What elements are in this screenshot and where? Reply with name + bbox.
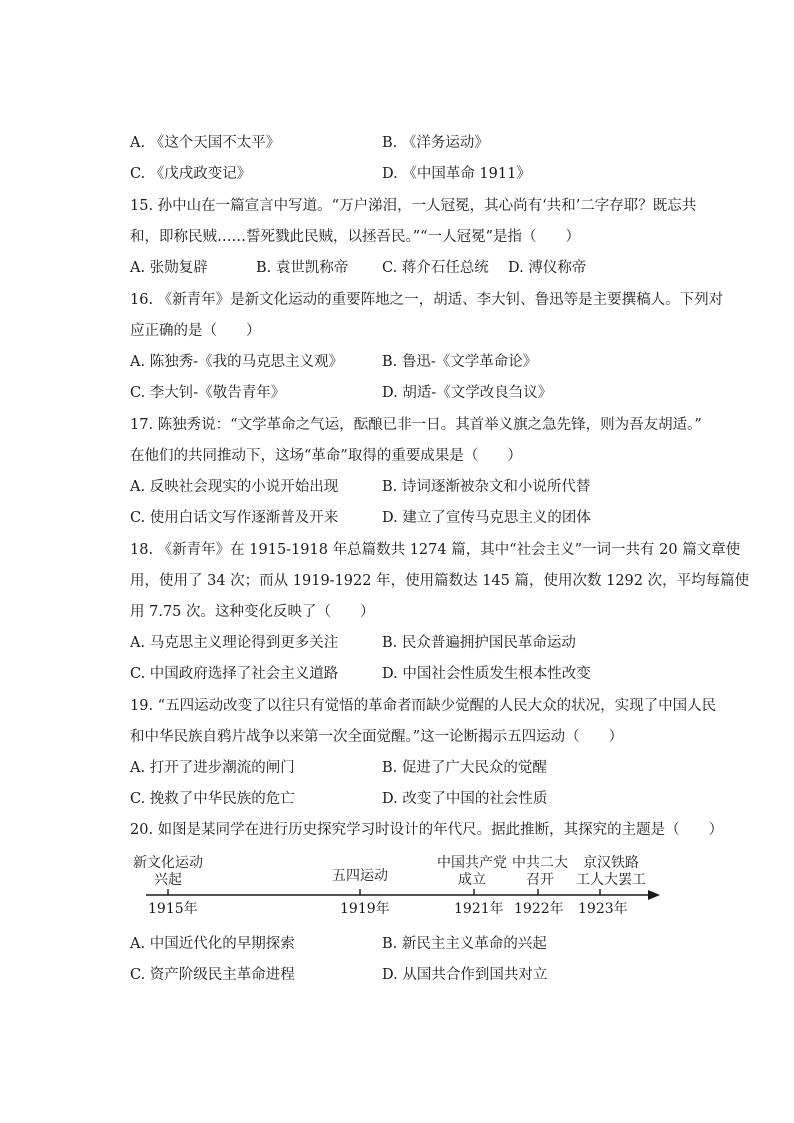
q15-option-d: D. 溥仪称帝 bbox=[508, 260, 587, 276]
q18-option-b: B. 民众普遍拥护国民革命运动 bbox=[382, 635, 576, 651]
q14-option-b: B. 《洋务运动》 bbox=[382, 135, 489, 151]
q14-option-a: A. 《这个天国不太平》 bbox=[130, 135, 281, 151]
q18-option-a: A. 马克思主义理论得到更多关注 bbox=[130, 635, 339, 651]
q14-option-c: C. 《戊戌政变记》 bbox=[130, 166, 252, 182]
q18-option-d: D. 中国社会性质发生根本性改变 bbox=[382, 666, 591, 682]
timeline-year-1923: 1923年 bbox=[578, 901, 628, 917]
q14-option-d: D. 《中国革命 1911》 bbox=[382, 166, 531, 182]
q19-option-c: C. 挽救了中华民族的危亡 bbox=[130, 791, 295, 807]
q17-stem-line1: 17. 陈独秀说：“文学革命之气运，酝酿已非一日。其首举义旗之急先锋，则为吾友胡适。” bbox=[130, 417, 702, 433]
timeline-year-1922: 1922年 bbox=[514, 901, 564, 917]
q19-stem-line1: 19. “五四运动改变了以往只有觉悟的革命者而缺少觉醒的人民大众的状况，实现了中国人民 bbox=[130, 698, 717, 714]
timeline-event-1921-line2: 成立 bbox=[458, 872, 486, 888]
timeline-event-1923 bbox=[568, 855, 654, 889]
q17-option-b: B. 诗词逐渐被杂文和小说所代替 bbox=[382, 479, 591, 495]
q20-option-c: C. 资产阶级民主革命进程 bbox=[130, 967, 295, 983]
q18-stem-line1: 18. 《新青年》在 1915-1918 年总篇数共 1274 篇，其中“社会主义”一词一共有 20 篇文章使 bbox=[130, 542, 741, 558]
q16-option-b: B. 鲁迅-《文学革命论》 bbox=[382, 354, 538, 370]
timeline-event-1923-line1: 京汉铁路 bbox=[583, 855, 639, 871]
q18-stem-line2: 用，使用了 34 次；而从 1919-1922 年，使用篇数达 145 篇，使用次数 1292 次，平均每篇使 bbox=[130, 573, 750, 589]
timeline-event-1922 bbox=[508, 855, 572, 889]
timeline-event-1915-line2: 兴起 bbox=[154, 872, 182, 888]
q15-option-b: B. 袁世凯称帝 bbox=[256, 260, 349, 276]
q19-option-b: B. 促进了广大民众的觉醒 bbox=[382, 760, 547, 776]
q16-stem-line1: 16. 《新青年》是新文化运动的重要阵地之一，胡适、李大钊、鲁迅等是主要撰稿人。下列对 bbox=[130, 292, 724, 308]
q17-option-a: A. 反映社会现实的小说开始出现 bbox=[130, 479, 339, 495]
q18-stem-line3: 用 7.75 次。这种变化反映了（ ） bbox=[130, 604, 375, 620]
q16-stem-line2: 应正确的是（ ） bbox=[130, 323, 261, 339]
q15-stem-line2: 和，即称民贼……誓死戮此民贼，以拯吾民。”“一人冠冕”是指（ ） bbox=[130, 229, 580, 245]
q16-option-a: A. 陈独秀-《我的马克思主义观》 bbox=[130, 354, 344, 370]
q19-option-a: A. 打开了进步潮流的闸门 bbox=[130, 760, 295, 776]
q18-option-c: C. 中国政府选择了社会主义道路 bbox=[130, 666, 339, 682]
q19-option-d: D. 改变了中国的社会性质 bbox=[382, 791, 548, 807]
q17-stem-line2: 在他们的共同推动下，这场“革命”取得的重要成果是（ ） bbox=[130, 448, 522, 464]
q15-option-c: C. 蒋介石任总统 bbox=[382, 260, 489, 276]
timeline-event-1915-line1: 新文化运动 bbox=[133, 855, 203, 871]
timeline-arrow-icon bbox=[648, 890, 660, 900]
q20-option-a: A. 中国近代化的早期探索 bbox=[130, 936, 295, 952]
q16-option-d: D. 胡适-《文学改良刍议》 bbox=[382, 385, 553, 401]
q17-option-d: D. 建立了宣传马克思主义的团体 bbox=[382, 510, 591, 526]
q20-option-b: B. 新民主主义革命的兴起 bbox=[382, 936, 547, 952]
timeline-year-1919: 1919年 bbox=[340, 901, 390, 917]
timeline-event-1921 bbox=[432, 855, 512, 889]
timeline-event-1921-line1: 中国共产党 bbox=[437, 855, 507, 871]
q16-option-c: C. 李大钊-《敬告青年》 bbox=[130, 385, 286, 401]
q20-option-d: D. 从国共合作到国共对立 bbox=[382, 967, 548, 983]
q17-option-c: C. 使用白话文写作逐渐普及开来 bbox=[130, 510, 339, 526]
timeline-event-1922-line2: 召开 bbox=[526, 872, 554, 888]
timeline-event-1915 bbox=[128, 855, 208, 889]
timeline-year-1915: 1915年 bbox=[148, 901, 198, 917]
timeline-event-1919-line1: 五四运动 bbox=[332, 868, 388, 884]
q20-stem-line1: 20. 如图是某同学在进行历史探究学习时设计的年代尺。据此推断，其探究的主题是（ ） bbox=[130, 822, 724, 838]
timeline-event-1922-line1: 中共二大 bbox=[512, 855, 568, 871]
q15-option-a: A. 张勋复辟 bbox=[130, 260, 208, 276]
q19-stem-line2: 和中华民族自鸦片战争以来第一次全面觉醒。”这一论断揭示五四运动（ ） bbox=[130, 729, 624, 745]
timeline-event-1923-line2: 工人大罢工 bbox=[576, 872, 646, 888]
timeline-year-1921: 1921年 bbox=[454, 901, 504, 917]
timeline-event-1919 bbox=[322, 868, 398, 885]
q15-stem-line1: 15. 孙中山在一篇宣言中写道。“万户涕泪，一人冠冕，其心尚有‘共和’二字存耶？既忘共 bbox=[130, 198, 697, 214]
